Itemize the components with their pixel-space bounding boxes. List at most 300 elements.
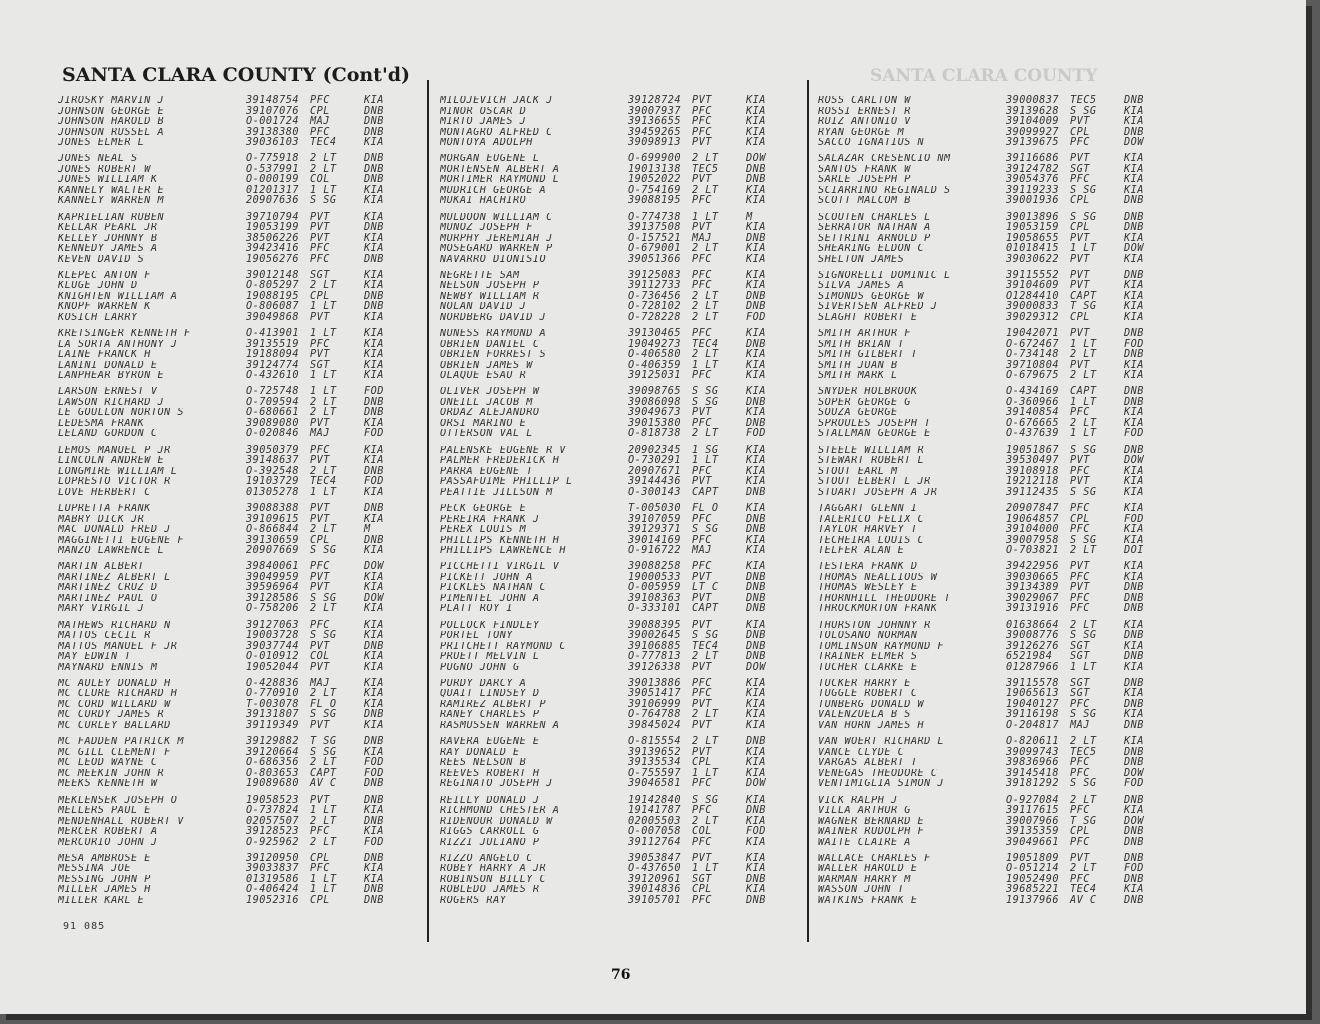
name: NAVARRO DIONISIO [440, 254, 547, 265]
serial-number: 39685221 [1006, 884, 1060, 896]
roster-row [58, 546, 428, 557]
name: STOUT EARL M [818, 466, 898, 477]
name: OBRIEN FORREST S [440, 350, 547, 361]
status: KIA [746, 116, 766, 127]
name: SNYDER HOLBROOK [818, 387, 918, 398]
rank: PFC [310, 253, 330, 265]
serial-number: 19188094 [246, 349, 300, 361]
rank: MAJ [1070, 719, 1090, 731]
status: KIA [364, 582, 384, 594]
rank: PFC [1070, 757, 1090, 769]
rank: CPL [310, 290, 330, 302]
status: DNB [746, 513, 766, 525]
name: KENNEDY JAMES A [58, 244, 158, 255]
status: KIA [1124, 232, 1144, 244]
rank: PVT [1070, 253, 1090, 265]
serial-number: 39104609 [1006, 280, 1060, 292]
name: MANZO LAWRENCE L [58, 546, 165, 557]
name: NUNESS RAYMOND A [440, 329, 547, 340]
status: KIA [746, 137, 766, 148]
status: KIA [746, 815, 766, 827]
rank: PVT [1070, 476, 1090, 488]
rank: T SG [1070, 301, 1097, 313]
name: MC CURLEY BALLARD [58, 720, 171, 731]
rank: PVT [692, 174, 712, 186]
serial-number: 39422956 [1006, 561, 1060, 573]
name: RAVERA EUGENE E [440, 737, 540, 748]
status: DNB [1124, 386, 1144, 398]
rank: 2 LT [1070, 863, 1097, 875]
name: STEELE WILLIAM R [818, 445, 925, 456]
rank: PVT [692, 592, 712, 604]
serial-number: 39596964 [246, 582, 300, 594]
name: JONES WILLIAM K [58, 175, 158, 186]
name: JONES ELMER L [58, 138, 145, 148]
roster-row [440, 96, 810, 107]
rank: PFC [1070, 407, 1090, 419]
name: LANPHEAR BYRON E [58, 371, 165, 382]
status: FOD [364, 836, 384, 848]
name: SMITH BRIAN T [818, 339, 905, 350]
rank: TEC5 [692, 163, 719, 175]
rank: TEC4 [310, 137, 337, 148]
rank: CPL [1070, 513, 1090, 525]
rank: S SG [310, 195, 337, 207]
status: KIA [746, 465, 766, 477]
name: LA SORTA ANTHONY J [58, 339, 178, 350]
roster-group [440, 679, 810, 737]
rank: 1 LT [310, 328, 337, 340]
name: PEREIRA FRANK J [440, 514, 540, 525]
rank: TEC4 [310, 476, 337, 488]
serial-number: O-005959 [628, 582, 682, 594]
serial-number: 39108363 [628, 592, 682, 604]
roster-row [58, 721, 428, 732]
name: MC AULEY DONALD H [58, 678, 171, 689]
rank: PFC [692, 513, 712, 525]
rank: PFC [692, 778, 712, 790]
serial-number: 39001936 [1006, 195, 1060, 207]
rank: PVT [692, 719, 712, 731]
name: PICKETT JOHN A [440, 572, 533, 583]
roster-group [58, 446, 428, 504]
rank: 1 LT [692, 863, 719, 875]
rank: 2 LT [692, 651, 719, 663]
rank: 2 LT [310, 836, 337, 848]
roster-row [818, 371, 1188, 382]
serial-number: O-730291 [628, 455, 682, 467]
rank: PVT [1070, 455, 1090, 467]
serial-number: 39112733 [628, 280, 682, 292]
serial-number: 39136655 [628, 116, 682, 127]
serial-number: 19064857 [1006, 513, 1060, 525]
status: DOW [1124, 455, 1144, 467]
rank: 1 LT [692, 359, 719, 371]
roster-group [440, 737, 810, 795]
status: DNB [746, 582, 766, 594]
name: PIMENTEL JOHN A [440, 593, 540, 604]
serial-number: 39134389 [1006, 582, 1060, 594]
name: REEVES ROBERT H [440, 768, 540, 779]
status: KIA [364, 746, 384, 758]
name: THROCKMORTON FRANK [818, 604, 938, 615]
name: MONTAGRO ALFRED C [440, 127, 553, 138]
status: KIA [364, 137, 384, 148]
serial-number: 39037744 [246, 640, 300, 652]
serial-number: 01305278 [246, 486, 300, 498]
serial-number: 19003728 [246, 630, 300, 642]
rank: MAJ [692, 232, 712, 244]
rank: PVT [310, 582, 330, 594]
status: KIA [364, 486, 384, 498]
rank: PVT [310, 513, 330, 525]
serial-number: O-672467 [1006, 338, 1060, 350]
name: MARTINEZ CRUZ D [58, 583, 158, 594]
serial-number: 19212118 [1006, 476, 1060, 488]
name: PICKLES NATHAN C [440, 583, 547, 594]
status: DNB [746, 571, 766, 583]
rank: 1 LT [310, 873, 337, 885]
serial-number: 39107076 [246, 105, 300, 117]
rank: S SG [1070, 211, 1097, 223]
name: STOUT ELBERT L JR [818, 477, 931, 488]
rank: 2 LT [310, 280, 337, 292]
name: WAITE CLAIRE A [818, 837, 911, 848]
roster-group [818, 796, 1188, 854]
name: RAY DONALD E [440, 747, 520, 758]
status: KIA [1124, 661, 1144, 673]
name: ROBEY HARRY A JR [440, 864, 547, 875]
name: PHILLIPS KENNETH H [440, 535, 560, 546]
name: SILVA JAMES A [818, 281, 905, 292]
serial-number: O-755597 [628, 767, 682, 779]
name: TUNBERG DONALD W [818, 699, 925, 710]
status: DNB [1124, 651, 1144, 663]
rank: PVT [692, 746, 712, 758]
serial-number: 19056276 [246, 253, 300, 265]
serial-number: 39106999 [628, 698, 682, 710]
name: LOPRESTO VICTOR R [58, 477, 171, 488]
roster-row [440, 313, 810, 324]
roster-row [818, 96, 1188, 107]
status: DOW [1124, 767, 1144, 779]
status: KIA [1124, 105, 1144, 117]
status: KIA [746, 95, 766, 106]
name: MURPHY JEREMIAH J [440, 233, 553, 244]
status: KIA [746, 269, 766, 281]
status: KIA [746, 698, 766, 710]
rank: S SG [692, 396, 719, 408]
roster-row [818, 806, 1188, 817]
roster-group [58, 796, 428, 854]
status: KIA [746, 243, 766, 255]
name: TUGGLE ROBERT C [818, 689, 918, 700]
name: MARTINEZ ALBERT L [58, 572, 171, 583]
serial-number: 19058523 [246, 794, 300, 806]
status: DOW [1124, 137, 1144, 148]
rank: S SG [1070, 534, 1097, 546]
rank: 2 LT [1070, 545, 1097, 557]
rank: 2 LT [310, 163, 337, 175]
roster-row [58, 663, 428, 674]
roster-group [818, 213, 1188, 271]
status: KIA [746, 222, 766, 234]
serial-number: 39000837 [1006, 95, 1060, 106]
name: VICK RALPH J [818, 795, 898, 806]
status: KIA [364, 349, 384, 361]
status: KIA [1124, 640, 1144, 652]
rank: PVT [310, 455, 330, 467]
serial-number: 19065613 [1006, 688, 1060, 700]
serial-number: 39140854 [1006, 407, 1060, 419]
serial-number: O-680661 [246, 407, 300, 419]
serial-number: O-537991 [246, 163, 300, 175]
serial-number: 39115552 [1006, 269, 1060, 281]
rank: PVT [692, 407, 712, 419]
serial-number: 39120961 [628, 873, 682, 885]
rank: PVT [310, 719, 330, 731]
serial-number: 20902345 [628, 444, 682, 456]
serial-number: 39119233 [1006, 184, 1060, 196]
serial-number: O-736456 [628, 290, 682, 302]
roster-row [58, 196, 428, 207]
rank: S SG [310, 630, 337, 642]
serial-number: 20907847 [1006, 503, 1060, 515]
status: DNB [746, 301, 766, 313]
serial-number: O-204817 [1006, 719, 1060, 731]
name: MATHEWS RICHARD N [58, 620, 171, 631]
serial-number: O-333101 [628, 603, 682, 615]
name: OTTERSON VAL L [440, 429, 533, 440]
name: KOSICH LARRY [58, 312, 138, 323]
status: KIA [364, 328, 384, 340]
serial-number: 01018415 [1006, 243, 1060, 255]
serial-number: 39014836 [628, 884, 682, 896]
status: KIA [1124, 561, 1144, 573]
name: TRAINER ELMER S [818, 652, 918, 663]
name: MIRTO JAMES J [440, 117, 527, 127]
rank: CAPT [1070, 386, 1097, 398]
status: KIA [746, 126, 766, 138]
status: DNB [364, 396, 384, 408]
status: FOD [1124, 428, 1144, 440]
status: DNB [1124, 328, 1144, 340]
serial-number: O-406580 [628, 349, 682, 361]
serial-number: 19088195 [246, 290, 300, 302]
status: FOD [364, 767, 384, 779]
name: VANCE CLYDE C [818, 747, 905, 758]
rank: MAJ [692, 545, 712, 557]
rank: 2 LT [692, 184, 719, 196]
name: KLEPEC ANTON F [58, 270, 151, 281]
name: MILOJEVICH JACK J [440, 96, 553, 106]
status: DNB [1124, 826, 1144, 838]
roster-group [818, 737, 1188, 795]
serial-number: 39049673 [628, 407, 682, 419]
status: KIA [364, 688, 384, 700]
serial-number: 19053159 [1006, 222, 1060, 234]
roster-row [818, 779, 1188, 790]
rank: S SG [692, 524, 719, 536]
status: DNB [364, 736, 384, 748]
status: DNB [746, 290, 766, 302]
roster-group [58, 271, 428, 329]
rank: PVT [692, 476, 712, 488]
name: NELSON JOSEPH P [440, 281, 540, 292]
status: KIA [364, 280, 384, 292]
rank: SGT [310, 269, 330, 281]
status: FOD [746, 311, 766, 323]
serial-number: 39135519 [246, 338, 300, 350]
name: MORGAN EUGENE L [440, 154, 540, 165]
status: KIA [746, 677, 766, 689]
name: OLAQUE ESAU R [440, 371, 527, 382]
serial-number: 39112764 [628, 836, 682, 848]
roster-group [440, 796, 810, 854]
name: TESTERA FRANK D [818, 562, 918, 573]
status: KIA [746, 545, 766, 557]
rank: PFC [310, 863, 330, 875]
status: KIA [746, 863, 766, 875]
roster-row [440, 504, 810, 515]
status: KIA [364, 619, 384, 631]
name: ONEILL JACOB M [440, 397, 533, 408]
roster-row [58, 604, 428, 615]
name: ORSI MARINO E [440, 418, 527, 429]
serial-number: 39128724 [628, 95, 682, 106]
name: QUAIT LINDSEY D [440, 689, 540, 700]
name: MESSING JOHN P [58, 874, 151, 885]
name: STUART JOSEPH A JR [818, 487, 938, 498]
status: KIA [364, 370, 384, 382]
name: MILLER KARL E [58, 895, 145, 906]
name: SIVERTSEN ALFRED J [818, 302, 938, 313]
roster-group [58, 329, 428, 387]
serial-number: O-728228 [628, 311, 682, 323]
rank: S SG [1070, 444, 1097, 456]
roster-group [818, 154, 1188, 212]
name: OLIVER JOSEPH W [440, 387, 540, 398]
status: KIA [1124, 571, 1144, 583]
status: KIA [1124, 619, 1144, 631]
status: KIA [1124, 280, 1144, 292]
name: TECHEIRA LOUIS C [818, 535, 925, 546]
name: NORDBERG DAVID J [440, 312, 547, 323]
rank: 1 LT [310, 301, 337, 313]
name: STALLMAN GEORGE E [818, 429, 931, 440]
rank: S SG [1070, 184, 1097, 196]
status: DNB [1124, 746, 1144, 758]
status: KIA [364, 826, 384, 838]
name: KRETSINGER KENNETH F [58, 329, 191, 340]
serial-number: 39036103 [246, 137, 300, 148]
name: LE GOULLON NORTON S [58, 408, 185, 419]
status: DNB [364, 465, 384, 477]
serial-number: 19058655 [1006, 232, 1060, 244]
rank: 2 LT [1070, 619, 1097, 631]
status: KIA [1124, 805, 1144, 817]
name: KELLEY JOHNNY B [58, 233, 158, 244]
name: SHELTON JAMES [818, 254, 905, 265]
name: WAGNER BERNARD E [818, 816, 925, 827]
name: VILLA ARTHUR G [818, 806, 911, 817]
name: ROSS CARLTON W [818, 96, 911, 106]
serial-number: 39109615 [246, 513, 300, 525]
name: THORNHILL THEODORE T [818, 593, 951, 604]
serial-number: 39012148 [246, 269, 300, 281]
roster-column-1 [58, 96, 428, 912]
serial-number: 39128586 [246, 592, 300, 604]
status: DOW [1124, 815, 1144, 827]
serial-number: 19052044 [246, 661, 300, 673]
status: DNB [364, 407, 384, 419]
serial-number: O-725748 [246, 386, 300, 398]
rank: CPL [310, 534, 330, 546]
serial-number: 19052022 [628, 174, 682, 186]
rank: CAPT [692, 603, 719, 615]
name: LAWSON RICHARD J [58, 397, 165, 408]
rank: PVT [692, 137, 712, 148]
rank: PVT [310, 417, 330, 429]
serial-number: 6521984 [1006, 651, 1053, 663]
rank: 1 LT [1070, 661, 1097, 673]
name: SHEARING ELDON C [818, 244, 925, 255]
name: LOVE HERBERT C [58, 487, 151, 498]
serial-number: O-754169 [628, 184, 682, 196]
name: PICCHETTI VIRGIL V [440, 562, 560, 573]
roster-group [440, 562, 810, 620]
roster-row [818, 663, 1188, 674]
status: KIA [1124, 174, 1144, 186]
serial-number: 39098913 [628, 137, 682, 148]
name: ROBLEDO JAMES R [440, 885, 540, 896]
status: DNB [364, 815, 384, 827]
status: KIA [364, 444, 384, 456]
status: KIA [1124, 301, 1144, 313]
roster-row [818, 838, 1188, 849]
status: KIA [364, 417, 384, 429]
status: FOD [364, 428, 384, 440]
roster-group [58, 679, 428, 737]
rank: PFC [1070, 603, 1090, 615]
roster-row [440, 779, 810, 790]
name: VENEGAS THEODORE C [818, 768, 938, 779]
name: TELFER ALAN E [818, 546, 905, 557]
serial-number: O-758206 [246, 603, 300, 615]
name: MARTIN ALBERT [58, 562, 145, 573]
rank: S SG [1070, 105, 1097, 117]
name: SCOUTEN CHARLES L [818, 212, 931, 223]
serial-number: O-803653 [246, 767, 300, 779]
name: MUKAI HACHIRO [440, 196, 527, 207]
status: KIA [1124, 163, 1144, 175]
rank: 2 LT [692, 311, 719, 323]
rank: 2 LT [310, 688, 337, 700]
serial-number: O-699900 [628, 153, 682, 165]
roster-row [440, 371, 810, 382]
status: FOD [746, 428, 766, 440]
name: TUCHER CLARKE E [818, 662, 918, 673]
roster-row [818, 138, 1188, 149]
rank: PFC [1070, 465, 1090, 477]
rank: PFC [692, 328, 712, 340]
rank: TEC5 [1070, 95, 1097, 106]
rank: PVT [692, 571, 712, 583]
rank: 1 LT [310, 884, 337, 896]
roster-row [440, 138, 810, 149]
rank: PFC [692, 269, 712, 281]
name: RAMIREZ ALBERT P [440, 699, 547, 710]
